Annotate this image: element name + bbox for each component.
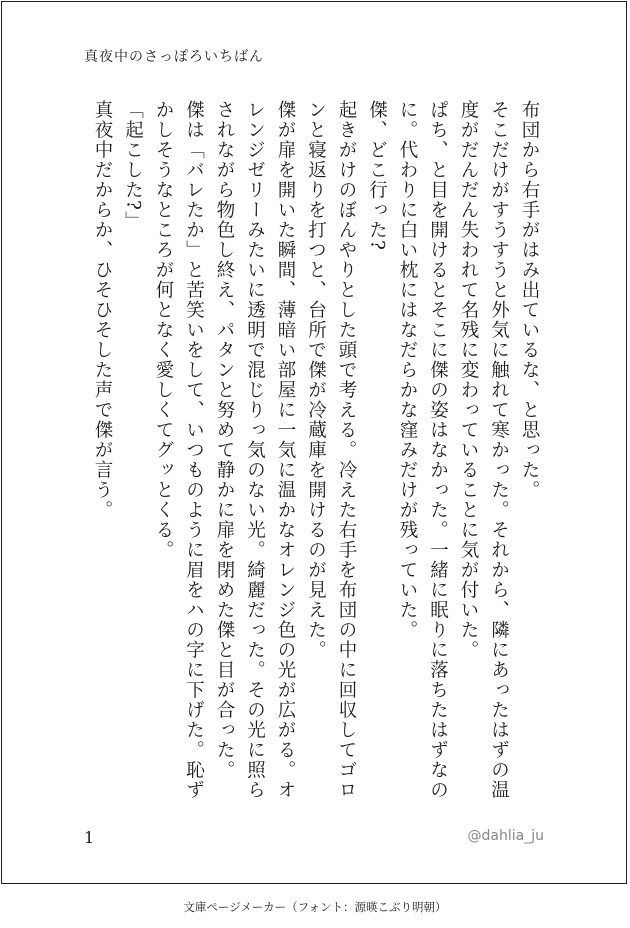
- paragraph-9: 真夜中だからか、ひそひそした声で傑が言う。: [92, 100, 113, 520]
- book-page: [1, 1, 627, 884]
- running-title: 真夜中のさっぽろいちばん: [84, 49, 264, 65]
- page-number: 1: [84, 828, 95, 847]
- paragraph-7: 傑は「バレたか」と苦笑いをして、いつものように眉をハの字に下げた。恥ずかしそうなところが何となく愛しくてグッとくる。: [153, 100, 205, 800]
- generator-credit: 文庫ページメーカー（フォント：源暎こぶり明朝）: [183, 900, 447, 914]
- paragraph-6: 傑が扉を開いた瞬間、薄暗い部屋に一気に温かなオレンジ色の光が広がる。オレンジゼリーみたいに透明で混じりっ気のない光。綺麗だった。その光に照らされながら物色し終え、パタンと努めて静かに扉を閉めた傑と目が合った。: [214, 100, 296, 800]
- paragraph-2: そこだけがすうすうと外気に触れて寒かった。それから、隣にあったはずの温度がだんだん失われて名残に変わっていることに気が付いた。: [458, 100, 510, 800]
- paragraph-8: 「起こした?」: [122, 100, 144, 232]
- author-handle: @dahlia_ju: [467, 828, 544, 844]
- vertical-body-text: [74, 100, 544, 810]
- paragraph-3: ぱち、と目を開けるとそこに傑の姿はなかった。一緒に眠りに落ちたはずなのに。代わりに白い枕にはなだらかな窪みだけが残っていた。: [397, 100, 449, 800]
- paragraph-5: 起きがけのぼんやりとした頭で考える。冷えた右手を布団の中に回収してゴロンと寝返りを打つと、台所で傑が冷蔵庫を開けるのが見えた。: [305, 100, 357, 800]
- paragraph-1: 布団から右手がはみ出ているな、と思った。: [519, 100, 540, 500]
- paragraph-4: 傑、どこ行った?: [366, 100, 388, 252]
